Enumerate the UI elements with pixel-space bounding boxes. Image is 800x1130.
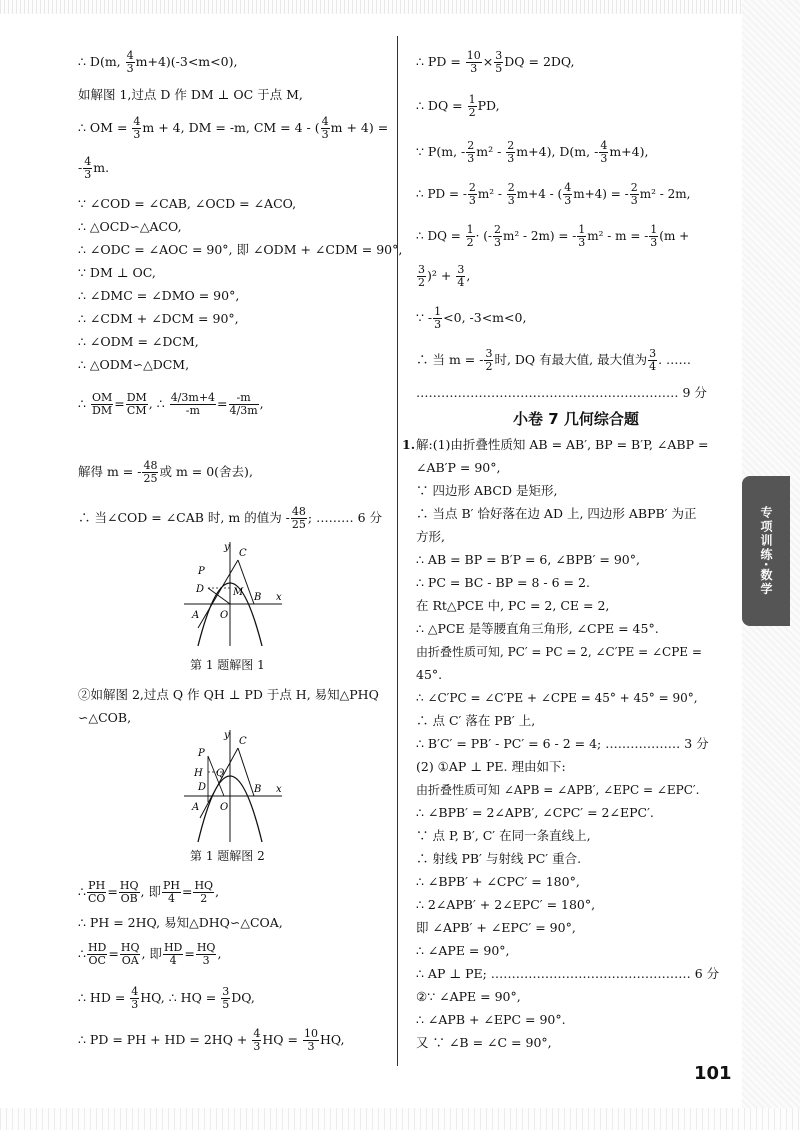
text-line: ∴ ∠BPB′ = 2∠APB′, ∠CPC′ = 2∠EPC′.	[416, 805, 654, 820]
svg-text:M: M	[233, 587, 244, 598]
fraction: $\frac{4}{3}$	[126, 49, 134, 75]
text-line: ∴ 射线 PB′ 与射线 PC′ 重合.	[416, 851, 582, 866]
svg-text:A: A	[192, 802, 200, 813]
text-line: 如解图 1,过点 D 作 DM ⊥ OC 于点 M,	[78, 87, 303, 102]
svg-text:D: D	[198, 782, 207, 793]
text-line: 又 ∵ ∠B = ∠C = 90°,	[416, 1035, 552, 1050]
text-line: ∴ B′C′ = PB′ - PC′ = 6 - 2 = 4; ……………… 3 分	[416, 736, 709, 751]
text-line: 方形,	[416, 529, 445, 544]
svg-text:x: x	[276, 592, 282, 603]
text-line: ∴ $\frac{PH}{CO}$ = $\frac{HQ}{OB}$ , 即 $\frac{PH}{4}$ = $\frac{HQ}{2}$ ,	[78, 879, 220, 905]
text-line: ∽△COB,	[78, 710, 132, 725]
svg-text:O: O	[220, 610, 229, 621]
side-tab: 专项训练·数学	[742, 476, 790, 626]
text-line: ∴ $\frac{HD}{OC}$ = $\frac{HQ}{OA}$ , 即 $\frac{HD}{4}$ = $\frac{HQ}{3}$ ,	[78, 941, 222, 967]
svg-text:B: B	[254, 784, 262, 795]
text-line: ∵ - $\frac{1}{3}$ <0, -3<m<0,	[416, 305, 527, 331]
text-line: ∴ AP ⊥ PE; ………………………………………… 6 分	[416, 966, 720, 981]
text-line: 由折叠性质可知 ∠APB = ∠APB′, ∠EPC = ∠EPC′.	[416, 783, 700, 797]
svg-text:Q: Q	[216, 768, 225, 779]
text-line: ∴ D(m, $\frac{4}{3}$ m+4)(-3<m<0),	[78, 49, 238, 75]
text-line: ∴ ∠APE = 90°,	[416, 943, 510, 958]
text-line: ∴ △PCE 是等腰直角三角形, ∠CPE = 45°.	[416, 621, 659, 636]
figure-caption: 第 1 题解图 2	[190, 849, 265, 863]
text-line: ∴ ∠ODM = ∠DCM,	[78, 334, 199, 349]
text-line: ∴ PC = BC - BP = 8 - 6 = 2.	[416, 575, 590, 590]
svg-text:O: O	[220, 802, 229, 813]
text-line: ∵ P(m, - $\frac{2}{3}$ m² - $\frac{2}{3}$ m+4), D(m, - $\frac{4}{3}$ m+4),	[416, 139, 649, 165]
text-line: ∴ OM = $\frac{4}{3}$ m + 4, DM = -m, CM = 4 - ( $\frac{4}{3}$ m + 4) =	[78, 115, 389, 141]
text-line: ∴ 点 C′ 落在 PB′ 上,	[416, 713, 536, 728]
svg-text:D: D	[196, 584, 205, 595]
text-line: ②∵ ∠APE = 90°,	[416, 989, 521, 1004]
text-line: ∴ PD = - $\frac{2}{3}$ m² - $\frac{2}{3}$ m+4 - ( $\frac{4}{3}$ m+4) = - $\frac{2}{3}$ m² - 2m,	[416, 181, 691, 207]
text-line: 解:(1)由折叠性质知 AB = AB′, BP = B′P, ∠ABP =	[416, 437, 709, 452]
section-title: 小卷 7 几何综合题	[513, 410, 639, 428]
column-divider	[397, 36, 398, 1066]
text-line: ∴ 当 m = - $\frac{3}{2}$ 时, DQ 有最大值, 最大值为 $\frac{3}{4}$ . ……	[416, 347, 692, 373]
text-line: (2) ①AP ⊥ PE. 理由如下:	[416, 759, 566, 774]
scan-edge-top	[0, 0, 800, 14]
text-line: 即 ∠APB′ + ∠EPC′ = 90°,	[416, 920, 576, 935]
text-line: - $\frac{4}{3}$ m.	[78, 155, 110, 181]
text-line: ∴ ∠APB + ∠EPC = 90°.	[416, 1012, 566, 1027]
parabola-figure-2	[178, 726, 288, 844]
text-line: ∴ ∠DMC = ∠DMO = 90°,	[78, 288, 240, 303]
text-line: ∴ 当∠COD = ∠CAB 时, m 的值为 - $\frac{48}{25}$ ; ……… 6 分	[78, 505, 382, 531]
text-line: ∴ △OCD∽△ACO,	[78, 219, 182, 234]
svg-text:C: C	[239, 548, 247, 559]
text-line: ∴ DQ = $\frac{1}{2}$ PD,	[416, 93, 500, 119]
text-line: ∴ 2∠APB′ + 2∠EPC′ = 180°,	[416, 897, 596, 912]
text-line: 45°.	[416, 667, 443, 682]
text-line: ∴ ∠BPB′ + ∠CPC′ = 180°,	[416, 874, 580, 889]
text-line: ∴ DQ = $\frac{1}{2}$ · (- $\frac{2}{3}$ m² - 2m) = - $\frac{1}{3}$ m² - m = - $\frac{1}{3}$ (m +	[416, 223, 690, 249]
text-line: 解得 m = - $\frac{48}{25}$ 或 m = 0(舍去),	[78, 459, 253, 485]
svg-text:H: H	[194, 768, 203, 779]
svg-text:x: x	[276, 784, 282, 795]
text-line: ∴ PH = 2HQ, 易知△DHQ∽△COA,	[78, 915, 283, 930]
text-line: $\frac{3}{2}$ )² + $\frac{3}{4}$ ,	[418, 263, 471, 289]
svg-text:B: B	[254, 592, 262, 603]
label: y	[224, 542, 230, 553]
figure-caption: 第 1 题解图 1	[190, 658, 265, 672]
text-line: 在 Rt△PCE 中, PC = 2, CE = 2,	[416, 598, 610, 613]
text-line: ∴ 当点 B′ 恰好落在边 AD 上, 四边形 ABPB′ 为正	[416, 506, 697, 521]
text-line: ∵ 四边形 ABCD 是矩形,	[416, 483, 558, 498]
svg-text:C: C	[239, 736, 247, 747]
svg-text:P: P	[198, 748, 205, 759]
text-line: ∴ △ODM∽△DCM,	[78, 357, 190, 372]
question-number: 1.	[402, 437, 416, 452]
text-line: ∴ PD = PH + HD = 2HQ + $\frac{4}{3}$ HQ = $\frac{10}{3}$ HQ,	[78, 1027, 345, 1053]
text-line: ∴ $\frac{OM}{DM}$ = $\frac{DM}{CM}$ , ∴ $\frac{4/3m+4}{-m}$ = $\frac{-m}{4/3m}$ ,	[78, 391, 264, 417]
parabola-figure-1	[178, 538, 288, 648]
text-line: 由折叠性质可知, PC′ = PC = 2, ∠C′PE = ∠CPE =	[416, 645, 702, 659]
text-line: ∵ ∠COD = ∠CAB, ∠OCD = ∠ACO,	[78, 196, 297, 211]
text-line: ∴ ∠C′PC = ∠C′PE + ∠CPE = 45° + 45° = 90°,	[416, 691, 698, 705]
text-line: ∵ DM ⊥ OC,	[78, 265, 156, 280]
text-line: ∴ ∠ODC = ∠AOC = 90°, 即 ∠ODM + ∠CDM = 90°,	[78, 242, 403, 257]
text-line: ②如解图 2,过点 Q 作 QH ⊥ PD 于点 H, 易知△PHQ	[78, 687, 379, 702]
text-line: ……………………………………………………… 9 分	[416, 385, 707, 400]
svg-text:y: y	[224, 730, 230, 741]
text-line: ∴ HD = $\frac{4}{3}$ HQ, ∴ HQ = $\frac{3}{5}$ DQ,	[78, 985, 255, 1011]
text-line: ∴ PD = $\frac{10}{3}$ × $\frac{3}{5}$ DQ = 2DQ,	[416, 49, 575, 75]
text-line: ∵ 点 P, B′, C′ 在同一条直线上,	[416, 828, 591, 843]
svg-text:A: A	[192, 610, 200, 621]
scan-edge-bottom	[0, 1108, 800, 1130]
text-line: ∠AB′P = 90°,	[416, 460, 501, 475]
svg-text:P: P	[198, 566, 205, 577]
page-number: 101	[694, 1063, 732, 1084]
text-line: ∴ AB = BP = B′P = 6, ∠BPB′ = 90°,	[416, 552, 640, 567]
text-line: ∴ ∠CDM + ∠DCM = 90°,	[78, 311, 239, 326]
